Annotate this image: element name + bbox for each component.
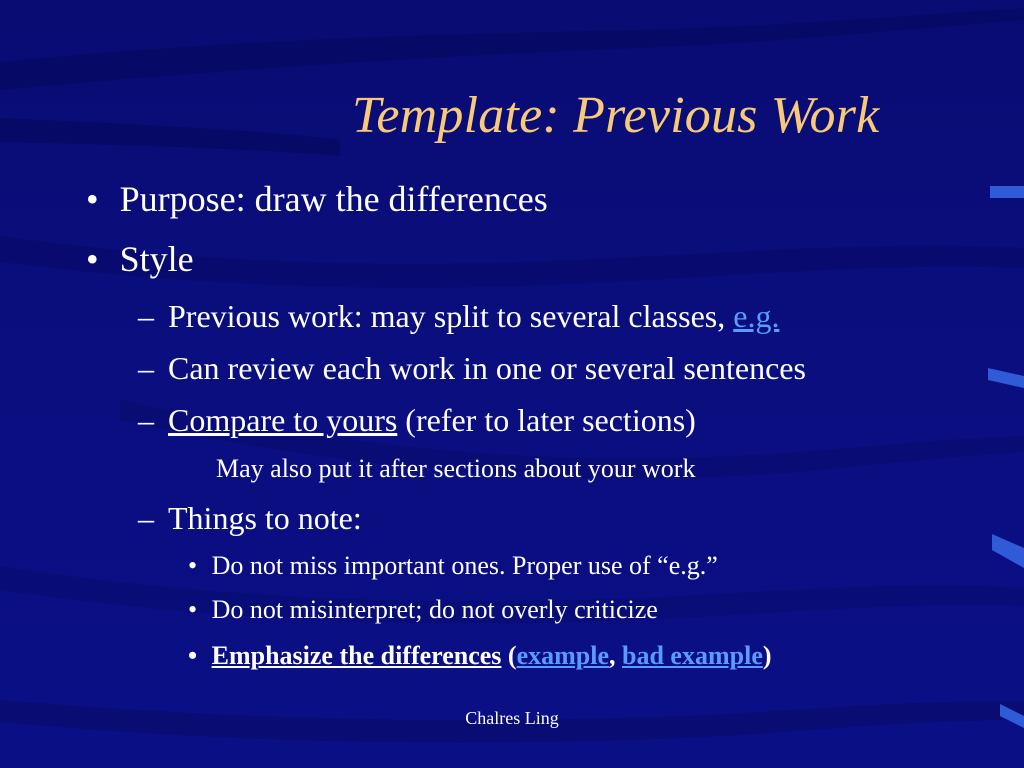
sub-previous-work-text: Previous work: may split to several classes, xyxy=(168,298,734,334)
subsub-emphasize xyxy=(188,641,772,671)
dash-marker: – xyxy=(138,298,154,334)
bullet-purpose xyxy=(86,178,548,220)
bullet-style xyxy=(86,238,194,280)
subsub-misinterpret-text: Do not misinterpret; do not overly criticize xyxy=(211,595,658,624)
dash-marker: – xyxy=(138,402,154,438)
dash-marker: – xyxy=(138,500,154,536)
bullet-marker: • xyxy=(86,239,99,279)
open-paren: ( xyxy=(501,641,517,670)
slide-footer: Chalres Ling xyxy=(465,708,559,728)
subsub-miss-text: Do not miss important ones. Proper use of “e.g.” xyxy=(211,551,718,580)
sub-previous-work xyxy=(138,298,779,335)
example-link[interactable]: example xyxy=(516,641,610,670)
bullet-purpose-text: Purpose: draw the differences xyxy=(119,179,548,219)
sub-compare-rest: (refer to later sections) xyxy=(397,402,696,438)
sub-things xyxy=(138,500,362,537)
sub-things-text: Things to note: xyxy=(168,500,362,536)
bullet-marker: • xyxy=(188,641,198,670)
close-paren: ) xyxy=(762,641,772,670)
subsub-miss xyxy=(188,551,718,581)
bullet-marker: • xyxy=(86,179,99,219)
sub-review xyxy=(138,350,806,387)
comma: , xyxy=(609,641,623,670)
dash-marker: – xyxy=(138,350,154,386)
accent-stroke xyxy=(992,534,1024,568)
accent-stroke xyxy=(990,186,1024,198)
sub-compare xyxy=(138,402,696,439)
eg-link[interactable]: e.g. xyxy=(733,298,780,334)
subsub-misinterpret xyxy=(188,595,658,625)
sub-note-line: May also put it after sections about your work xyxy=(216,454,696,483)
bad-example-link[interactable]: bad example xyxy=(622,641,763,670)
compare-link[interactable]: Compare to yours xyxy=(168,402,398,438)
accent-stroke xyxy=(988,368,1024,388)
emphasize-text: Emphasize the differences xyxy=(211,641,502,670)
bullet-marker: • xyxy=(188,551,198,580)
bullet-marker: • xyxy=(188,595,198,624)
sub-review-text: Can review each work in one or several sentences xyxy=(168,350,806,386)
bullet-style-text: Style xyxy=(119,239,194,279)
slide-title: Template: Previous Work xyxy=(352,87,880,144)
